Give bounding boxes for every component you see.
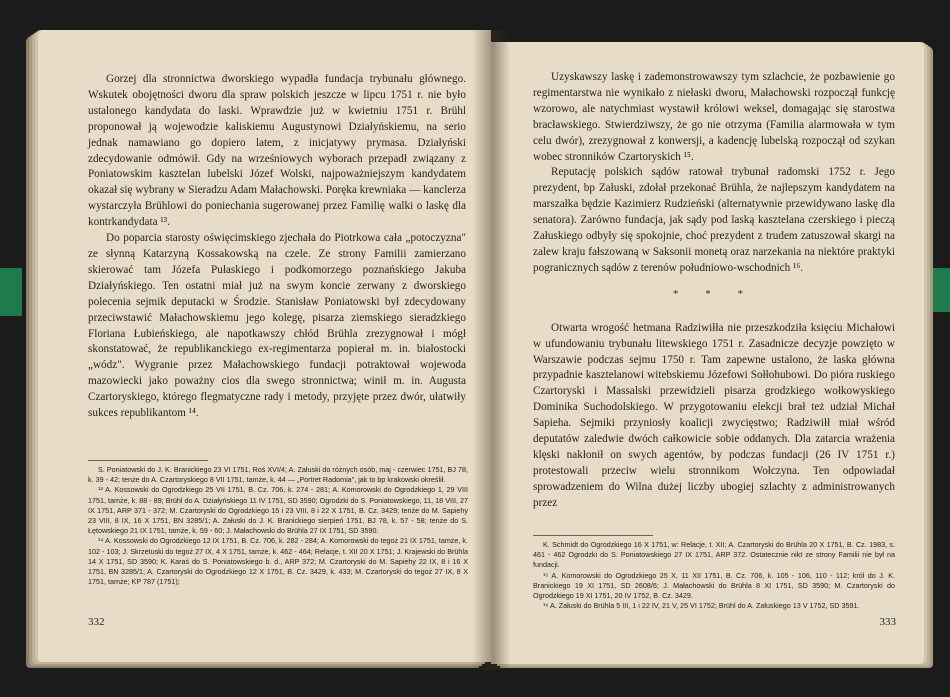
left-page-body (88, 72, 466, 422)
book-gutter (472, 30, 510, 670)
section-separator: * * * (673, 287, 755, 300)
footnote: S. Poniatowski do J. K. Branickiego 23 VI 1751, Roś XVI/4; A. Załuski do różnych osób, maj - czerwiec 1751, BJ 78, k. 39 - 42; tenże do A. Czartoryskiego 8 VII 1751, tamże, k. 44 — „Portret Radomia", jak to bp krakowski określił. (88, 465, 468, 485)
footnote-rule (88, 460, 208, 461)
open-book (20, 30, 932, 664)
footnote: ¹⁵ A. Komorowski do Ogrodzkiego 25 X, 11 XII 1751, B. Cz. 706, k. 105 - 106, 110 - 112; król do J. K. Branickiego 19 XI 1751, SD 2608/6; J. Małachowski do Brühla 8 XI 1751, SD 3590; M. Czartoryski do Ogrodzkiego 19 XI 1751, 20 IV 1752, B. Cz. 3429. (533, 570, 895, 601)
footnote-rule (533, 535, 653, 536)
footnote: ¹⁶ A. Załuski do Brühla 5 III, 1 i 22 IV, 21 V, 25 VI 1752; Brühl do A. Załuskiego 13 V 1752, SD 3591. (543, 601, 860, 611)
page-number: 333 (879, 616, 896, 628)
left-footnotes (88, 452, 468, 587)
right-footnotes (533, 527, 895, 611)
paragraph: Uzyskawszy laskę i zademonstrowawszy tym szlachcie, że pozbawienie go regimentarstwa nie wynikało z niełaski dworu, Małachowski rozpoczął funkcję wzorowo, ale natychmiast wystawił królowi weksel, domagając się starostwa bracławskiego. Stwierdziwszy, że go nie otrzyma (Familia alarmowała w tym celu dwór), zrezygnował z konwersji, a kadencję lubelską rozpoczął od szykan wobec stronników Czartoryskich ¹⁵. (533, 71, 895, 163)
green-edge-left (0, 268, 22, 316)
paragraph: Do poparcia starosty oświęcimskiego zjechała do Piotrkowa cała „potoczyzna" ze słynną Katarzyną Kossakowską na czele. Ze strony Familii zamierzano skierować tam Józefa Pułaskiego i podkomorzego poznańskiego Jakuba Działyńskiego. Ten ostatni miał już na swym koncie zerwany z dworskiego polecenia sejmik deputacki w Środzie. Stanisław Poniatowski był zdecydowany przeciwstawić Małachowskiemu jego kolegę, pisarza ziemskiego sieradzkiego Floriana Łubieńskiego, ale napotkawszy chłód Brühla zrezygnował i mógł skonstatować, że republikanckiego ex-regimentarza popierał m. in. białostocki „wódz". Wygranie przez Małachowskiego fundacji potraktował wojewoda mazowiecki jako poważny cios dla swego stronnictwa; winił m. in. Augusta Czartoryskiego, którego flegmatyczne rady i metody, przyjęte przez dwór, ułatwiły sukces republikantom ¹⁴. (88, 232, 466, 420)
footnote: ¹³ A. Kossowski do Ogrodzkiego 25 VII 1751, B. Cz. 706, k. 274 - 281; A. Komorowski do Ogrodzkiego 1, 29 VIII 1751, tamże, k. 88 - 89; Brühl do A. Działyńskiego 11 IV 1751, SD 3590; Ogrodzki do S. Poniatowskiego, 11, 18 VIII, 27 IX 1751, ARP 371 - 372; M. Czartoryski do Ogrodzkiego 15 i 23 VIII, 8 i 22 X 1751, B. Cz. 3429; tenże do M. Sapiehy 23 VIII, 8 IX, 16 X 1751, BN 3285/1; A. Załuski do J. K. Branickiego sierpień 1751, BJ 78, k. 57 - 58; tenże do S. Łętowskiego 21 IX 1751, tamże, k. 59 - 60; J. Małachowski do Brühla 27 IX 1751, SD 3590. (88, 485, 468, 536)
footnote: K. Schmidt do Ogrodzkiego 16 X 1751, w: Relacje, t. XII; A. Czartoryski do Brühla 20 X 1751, B. Cz. 1983, s. 461 - 462 Ogrodzki do S. Poniatowskiego 27 IX 1751, ARP 372. Ostatecznie nikt ze strony Familii nie był na fundacji. (533, 540, 895, 570)
paragraph: Otwarta wrogość hetmana Radziwiłła nie przeszkodziła księciu Michałowi w ufundowaniu trybunału litewskiego 1751 r. Zasadnicze decyzje powzięto w Warszawie podczas sejmu 1750 r. Tam zapewne ustalono, że laska główna przypadnie kasztelanowi witebskiemu Józefowi Sołłohubowi. Do pióra ruskiego Czartoryski i Massalski przewidzieli pisarza grodzkiego wołkowyskiego Dominika Suchodolskiego. W przygotowaniu elekcji brał też udział Michał Sapieha. Sejmiki przyniosły koalicji zwycięstwo; Radziwiłł miał wśród deputatów zaledwie dwóch całkowicie sobie oddanych. Dla zatarcia wrażenia klęski nakłonił on swych agentów, by podczas fundacji (26 IV 1751 r.) protestowali przeciw wielu stronnikom Wołczyna. Ten odpowiadał sprowadzeniem do Wilna dużej liczby ubogiej szlachty z administrowanych przez (533, 321, 895, 509)
page-number: 332 (88, 616, 105, 628)
paragraph: Reputację polskich sądów ratował trybunał radomski 1752 r. Jego prezydent, bp Załuski, zdołał przekonać Brühla, że najlepszym kandydatem na marszałka będzie Kazimierz Rudzieński (alternatywnie przewidywano laskę dla senatora). Zarówno fundacja, jak sądy pod laską kasztelana czerskiego i pieczą Załuskiego odbyły się spokojnie, choć prezydent z trudem zatuszował skargi na zalew kraju fałszowaną w Saksonii monetą oraz narzekania na niektóre praktyki pogranicznych sądów z terenów południowo-wschodnich ¹⁶. (533, 166, 895, 274)
left-page (38, 30, 491, 662)
paragraph: Gorzej dla stronnictwa dworskiego wypadła fundacja trybunału głównego. Wskutek obojętności dworu dla spraw polskich jeszcze w lipcu 1751 r. nie było ustalonego kandydata do laski. Wprawdzie już w kwietniu 1751 r. Brühl proponował ją wojewodzie kaliskiemu Augustynowi Działyńskiemu, na serio jednak namawiano go dopiero latem, z inicjatywy prymasa. Działyński zdecydowanie odmówił. Gdy na wrześniowych wyborach przepadł związany z Poniatowskim kasztelan lubelski Józef Wolski, najpoważniejszym kandydatem okazał się wybrany w Sieradzu Adam Małachowski. Poręka krewniaka — kanclerza wystarczyła Brühlowi do poniechania sugerowanej przez Familię walki o laskę dla kontrkandydata ¹³. (88, 73, 466, 229)
footnote: ¹⁴ A. Kossowski do Ogrodzkiego 12 IX 1751, B. Cz. 706, k. 282 - 284; A. Komorowski do tegoż 21 IX 1751, tamże, k. 102 - 103; J. Skrzetuski do tegoż 27 IX, 4 X 1751, tamże, k. 462 - 464; Relacje, t. XII 20 X 1751; J. Krajewski do Brühla 14 X 1751, SD 3590; K. Karaś do S. Poniatowskiego b. d., ARP 372; M. Czartoryski do M. Sapiehy 22 IX, 8 i 16 X 1751, BN 3285/1; A. Czartoryski do Ogrodzkiego 12 X 1751, B. Cz. 3429, k. 433; M. Czartoryski do tegoż 27 IX, 8 X 1751, tamże; KP 787 (1751); (88, 536, 468, 587)
right-page-body (533, 70, 895, 512)
right-page (491, 42, 924, 664)
